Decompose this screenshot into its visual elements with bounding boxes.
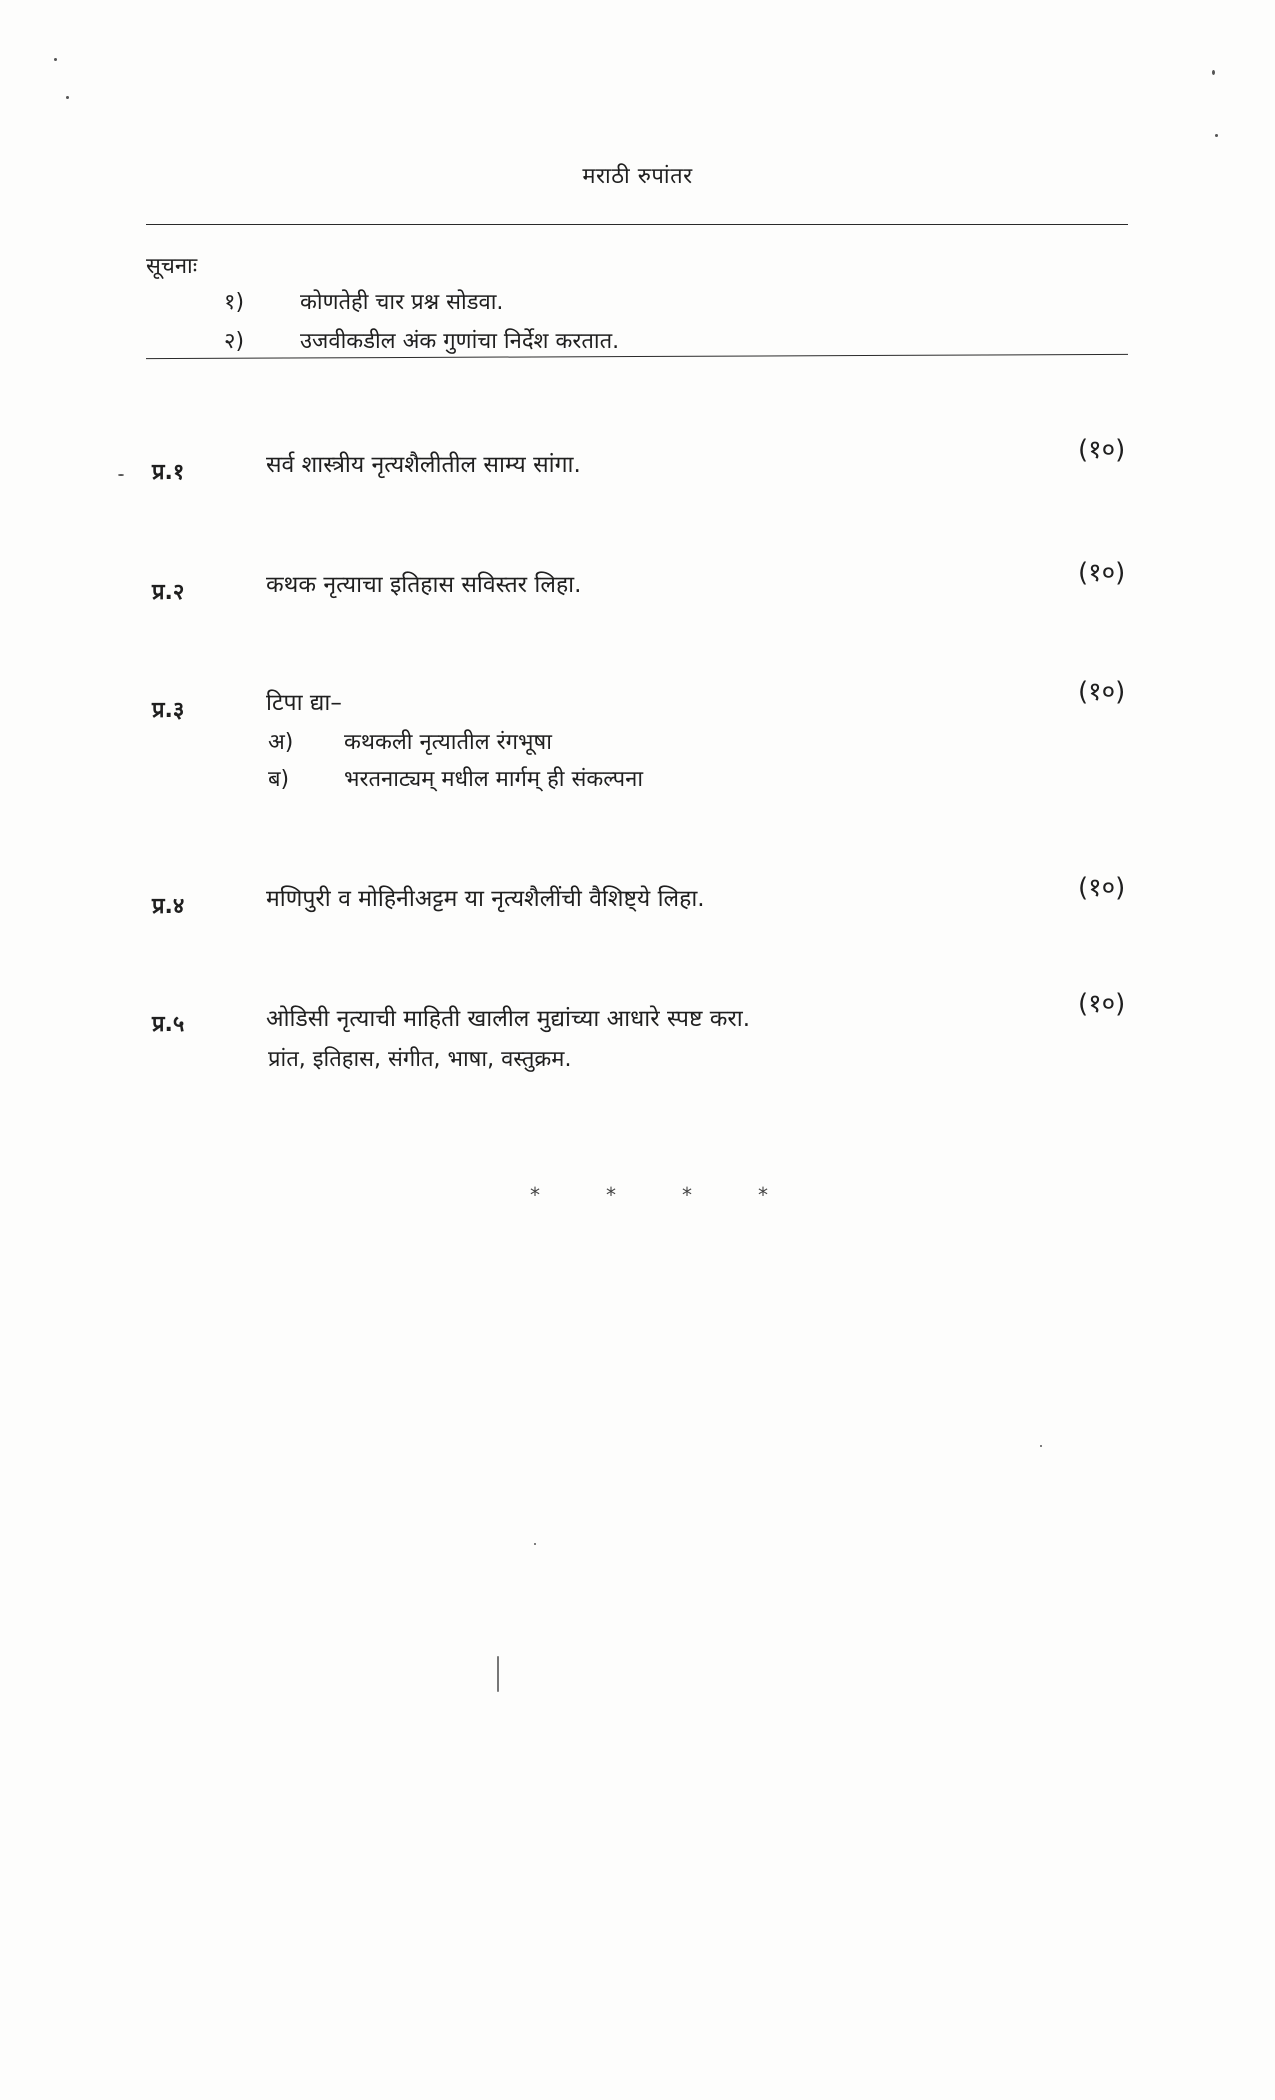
scan-speck	[1215, 134, 1218, 137]
subpart-letter: ब)	[268, 767, 290, 792]
question-1-text: सर्व शास्त्रीय नृत्यशैलीतील साम्य सांगा.	[266, 452, 581, 478]
question-1-marks: (१०)	[1078, 435, 1126, 465]
instruction-number: २)	[224, 329, 245, 354]
bottom-divider	[146, 354, 1128, 359]
scan-speck	[497, 1656, 499, 1692]
subpart-text: कथकली नृत्यातील रंगभूषा	[344, 730, 552, 755]
scan-speck	[118, 474, 124, 476]
subpart-text: भरतनाट्यम् मधील मार्गम् ही संकल्पना	[344, 767, 644, 792]
scan-speck	[534, 1543, 536, 1545]
question-1-number: प्र.१	[152, 460, 185, 485]
end-of-paper-marks	[530, 1183, 834, 1207]
end-star: *	[682, 1183, 692, 1207]
question-2-marks: (१०)	[1078, 558, 1126, 588]
end-star: *	[758, 1183, 768, 1207]
question-4-number: प्र.४	[152, 894, 185, 919]
scan-speck	[66, 96, 69, 99]
instruction-number: १)	[224, 290, 245, 315]
question-4-marks: (१०)	[1078, 873, 1126, 903]
instructions-heading: सूचनाः	[146, 254, 198, 279]
question-4-text: मणिपुरी व मोहिनीअट्टम या नृत्यशैलींची वैशिष्ट्ये लिहा.	[266, 886, 705, 912]
scan-speck	[1212, 70, 1215, 75]
end-star: *	[606, 1183, 616, 1207]
instruction-text: कोणतेही चार प्रश्न सोडवा.	[300, 290, 504, 315]
question-5-points: प्रांत, इतिहास, संगीत, भाषा, वस्तुक्रम.	[268, 1047, 572, 1072]
instruction-text: उजवीकडील अंक गुणांचा निर्देश करतात.	[300, 329, 620, 354]
end-star: *	[530, 1183, 540, 1207]
question-5-number: प्र.५	[152, 1012, 185, 1037]
question-2-number: प्र.२	[152, 580, 185, 605]
question-5-marks: (१०)	[1078, 989, 1126, 1019]
question-5-text: ओडिसी नृत्याची माहिती खालील मुद्यांच्या आधारे स्पष्ट करा.	[266, 1006, 751, 1032]
subpart-letter: अ)	[268, 730, 294, 755]
scan-speck	[1040, 1445, 1042, 1447]
question-3-number: प्र.३	[152, 698, 185, 723]
page-title: मराठी रुपांतर	[582, 164, 693, 189]
question-3-text: टिपा द्या–	[266, 690, 342, 716]
scan-speck	[54, 58, 57, 61]
question-3-marks: (१०)	[1078, 677, 1126, 707]
question-2-text: कथक नृत्याचा इतिहास सविस्तर लिहा.	[266, 572, 582, 598]
top-divider	[146, 224, 1128, 225]
